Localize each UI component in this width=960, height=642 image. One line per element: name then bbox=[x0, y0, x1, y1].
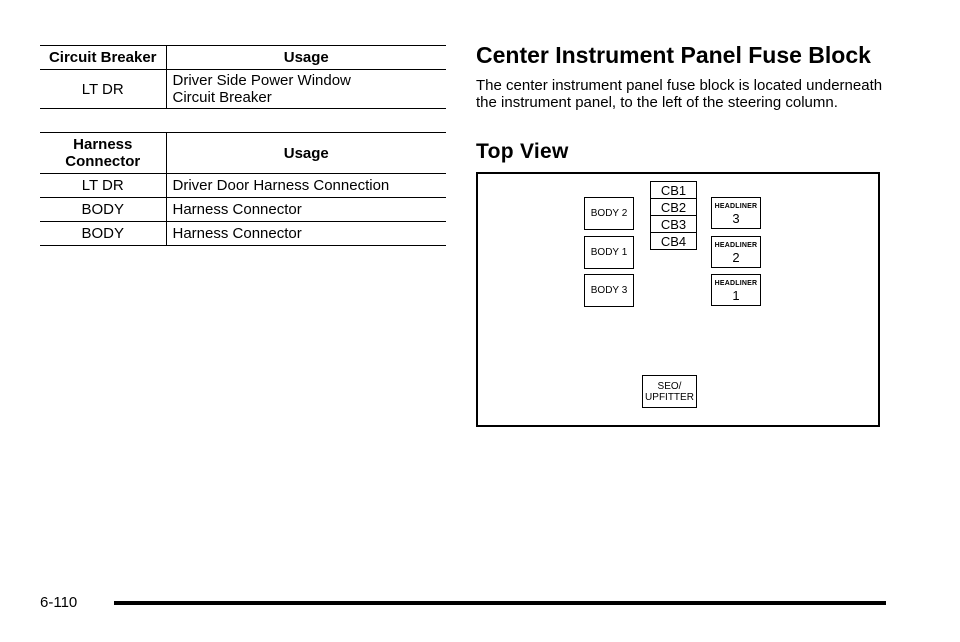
column-header-usage: Usage bbox=[166, 133, 446, 174]
headliner-number: 3 bbox=[732, 211, 740, 226]
fuse-cb1: CB1 bbox=[650, 181, 697, 199]
breaker-usage bbox=[166, 70, 446, 109]
headliner-number: 1 bbox=[732, 288, 740, 303]
section-title: Center Instrument Panel Fuse Block bbox=[476, 42, 871, 68]
column-header-usage: Usage bbox=[166, 46, 446, 70]
fuse-headliner-3 bbox=[711, 197, 761, 229]
connector-name: BODY bbox=[40, 198, 166, 222]
table-row bbox=[40, 174, 446, 198]
table-header-row bbox=[40, 46, 446, 70]
connector-usage: Harness Connector bbox=[166, 222, 446, 246]
fuse-cb4: CB4 bbox=[650, 232, 697, 250]
connector-usage: Driver Door Harness Connection bbox=[166, 174, 446, 198]
connector-usage: Harness Connector bbox=[166, 198, 446, 222]
connector-name: BODY bbox=[40, 222, 166, 246]
breaker-usage-line: Circuit Breaker bbox=[172, 89, 272, 106]
table-header-row bbox=[40, 133, 446, 174]
table-row bbox=[40, 70, 446, 109]
table-row bbox=[40, 198, 446, 222]
fuse-headliner-1 bbox=[711, 274, 761, 306]
table-row bbox=[40, 222, 446, 246]
diagram-title: Top View bbox=[476, 140, 569, 163]
upfitter-label-line: SEO/ bbox=[657, 380, 682, 392]
headliner-label: HEADLINER bbox=[714, 242, 758, 249]
column-header-circuit-breaker: Circuit Breaker bbox=[40, 46, 166, 70]
page-number: 6-110 bbox=[40, 594, 78, 611]
harness-connector-table bbox=[40, 132, 446, 246]
fuse-cb3: CB3 bbox=[650, 215, 697, 233]
fuse-body-3: BODY 3 bbox=[584, 274, 634, 307]
headliner-number: 2 bbox=[732, 250, 740, 265]
breaker-usage-line: Driver Side Power Window bbox=[172, 72, 351, 89]
fuse-headliner-2 bbox=[711, 236, 761, 268]
footer-rule bbox=[114, 601, 886, 605]
headliner-label: HEADLINER bbox=[714, 203, 758, 210]
fuse-cb2: CB2 bbox=[650, 198, 697, 216]
breaker-name: LT DR bbox=[40, 70, 166, 109]
fuse-block-diagram bbox=[476, 172, 880, 427]
headliner-label: HEADLINER bbox=[714, 280, 758, 287]
fuse-body-1: BODY 1 bbox=[584, 236, 634, 269]
column-header-harness-connector: Harness Connector bbox=[40, 133, 166, 174]
upfitter-label-line: UPFITTER bbox=[645, 391, 694, 403]
fuse-body-2: BODY 2 bbox=[584, 197, 634, 230]
circuit-breaker-table bbox=[40, 45, 446, 109]
connector-name: LT DR bbox=[40, 174, 166, 198]
fuse-seo-upfitter bbox=[642, 375, 697, 408]
section-description: The center instrument panel fuse block is located underneath the instrument panel, to the left of the steering column. bbox=[476, 77, 883, 111]
